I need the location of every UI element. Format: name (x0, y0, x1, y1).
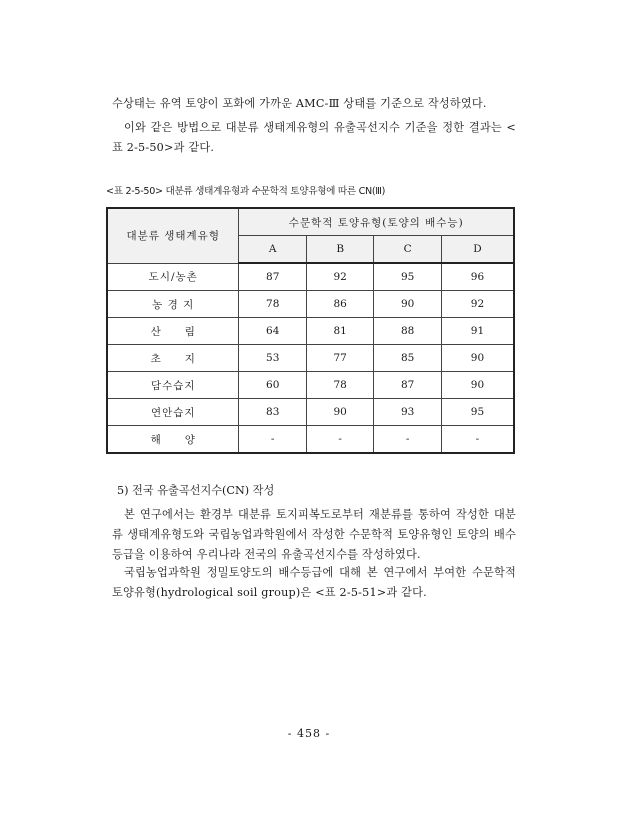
table-row (107, 426, 514, 454)
row-label: 농 경 지 (107, 291, 239, 318)
cn-table (106, 207, 515, 454)
column-header-b: B (306, 236, 373, 264)
body-paragraph-4: 국립농업과학원 정밀토양도의 배수등급에 대해 본 연구에서 부여한 수문학적 토양유형(hydrological soil group)은 <표 2-5-51>과 같다. (112, 566, 516, 599)
table-caption: <표 2-5-50> 대분류 생태계유형과 수문학적 토양유형에 따른 CN(Ⅲ) (106, 186, 386, 197)
table-row (107, 399, 514, 426)
row-label: 도시/농촌 (107, 263, 239, 291)
cell-value: 77 (306, 345, 373, 372)
cell-value: 64 (239, 318, 306, 345)
cell-value: - (306, 426, 373, 454)
table-row (107, 263, 514, 291)
cell-value: 78 (306, 372, 373, 399)
cell-value: 90 (374, 291, 441, 318)
cell-value: 60 (239, 372, 306, 399)
section-heading: 5) 전국 유출곡선지수(CN) 작성 (117, 484, 275, 497)
cell-value: 87 (239, 263, 306, 291)
cell-value: - (441, 426, 514, 454)
column-header-a: A (239, 236, 306, 264)
table-row (107, 318, 514, 345)
cell-value: 78 (239, 291, 306, 318)
row-label: 연안습지 (107, 399, 239, 426)
table-row (107, 345, 514, 372)
cell-value: 92 (441, 291, 514, 318)
row-header-cell: 대분류 생태계유형 (107, 208, 239, 263)
cell-value: 87 (374, 372, 441, 399)
row-label: 초 지 (107, 345, 239, 372)
group-header-cell: 수문학적 토양유형(토양의 배수능) (239, 208, 514, 236)
column-header-c: C (374, 236, 441, 264)
cell-value: 95 (374, 263, 441, 291)
cell-value: 96 (441, 263, 514, 291)
body-paragraph-2: 이와 같은 방법으로 대분류 생태계유형의 유출곡선지수 기준을 정한 결과는 <표 2-5-50>과 같다. (112, 121, 516, 154)
cell-value: 93 (374, 399, 441, 426)
body-paragraph-1: 수상태는 유역 토양이 포화에 가까운 AMC-Ⅲ 상태를 기준으로 작성하였다. (112, 97, 487, 110)
cell-value: 90 (441, 372, 514, 399)
body-paragraph-3: 본 연구에서는 환경부 대분류 토지피복도로부터 재분류를 통하여 작성한 대분류 생태계유형도와 국립농업과학원에서 작성한 수문학적 토양유형인 토양의 배수등급을 이용하여 우리나라 전국의 유출곡선지수를 작성하였다. (112, 508, 516, 561)
cell-value: 86 (306, 291, 373, 318)
page-number: - 458 - (287, 727, 331, 740)
cell-value: 92 (306, 263, 373, 291)
cell-value: - (239, 426, 306, 454)
cell-value: 83 (239, 399, 306, 426)
table-row (107, 291, 514, 318)
row-label: 산 림 (107, 318, 239, 345)
cell-value: 90 (306, 399, 373, 426)
row-label: 담수습지 (107, 372, 239, 399)
cell-value: 91 (441, 318, 514, 345)
cell-value: 85 (374, 345, 441, 372)
column-header-d: D (441, 236, 514, 264)
cell-value: 53 (239, 345, 306, 372)
cell-value: 88 (374, 318, 441, 345)
cell-value: 90 (441, 345, 514, 372)
cell-value: - (374, 426, 441, 454)
cell-value: 81 (306, 318, 373, 345)
row-label: 해 양 (107, 426, 239, 454)
cell-value: 95 (441, 399, 514, 426)
table-row (107, 372, 514, 399)
table-header-row (107, 208, 514, 236)
